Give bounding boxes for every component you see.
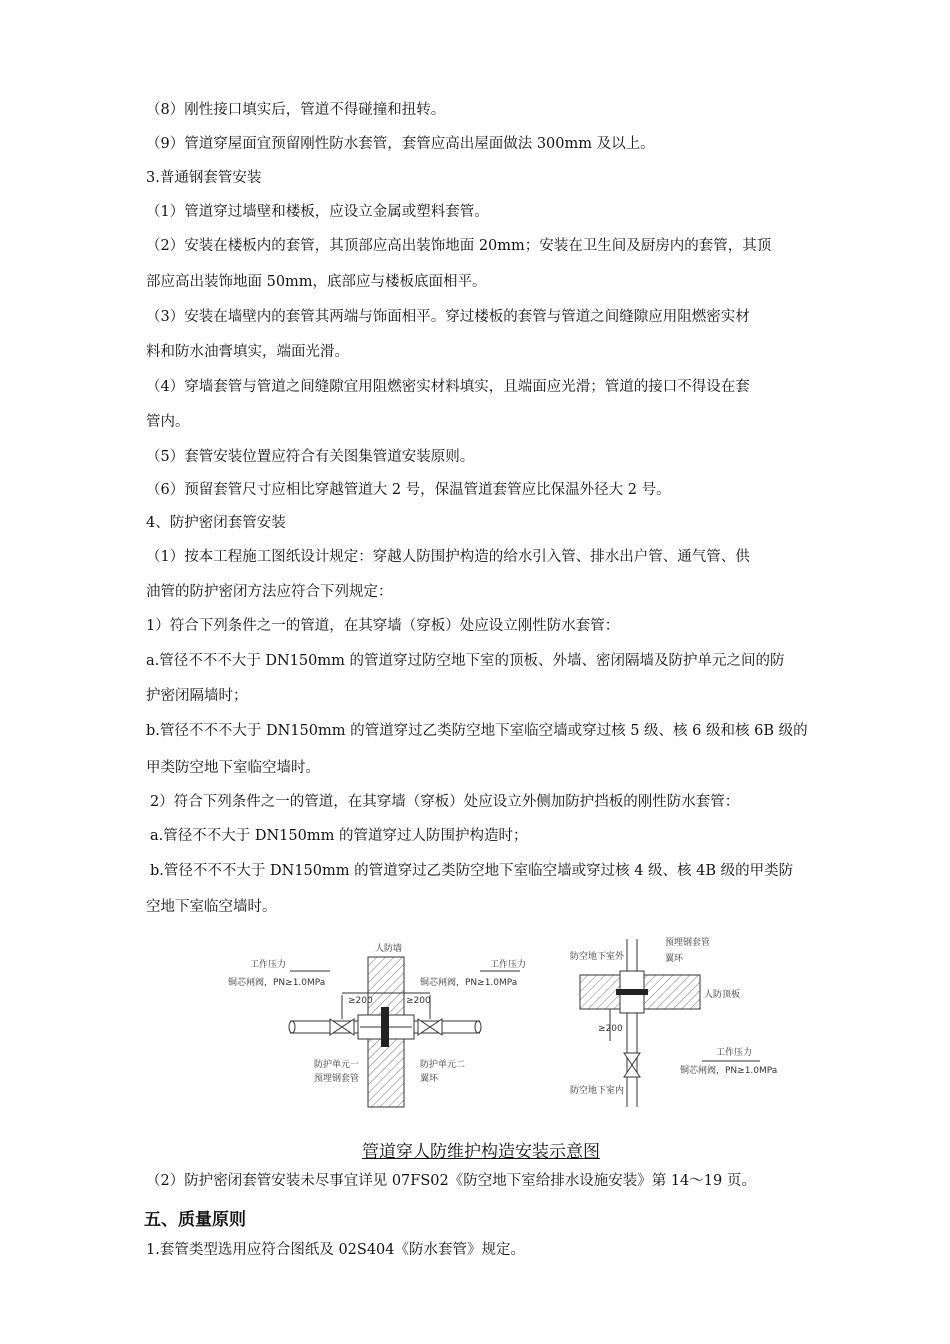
- paragraph-line: a.管径不不不大于 DN150mm 的管道穿过防空地下室的顶板、外墙、密闭隔墙及防护单元之间的防: [146, 653, 785, 669]
- sleeve-label: 预埋钢套管: [665, 938, 711, 948]
- paragraph-line: 部应高出装饰地面 50mm，底部应与楼板底面相平。: [146, 274, 487, 290]
- roof-label: 人防顶板: [704, 990, 741, 1000]
- figure-caption: 管道穿人防维护构造安装示意图: [362, 1142, 600, 1162]
- inside-label: 防空地下室内: [570, 1086, 625, 1096]
- paragraph-line: 油管的防护密闭方法应符合下列规定：: [146, 584, 393, 600]
- dimension-label: ≥200: [348, 996, 373, 1006]
- pressure-label-right: 工作压力: [490, 960, 527, 970]
- outside-label: 防空地下室外: [570, 952, 625, 962]
- ring-label: 翼环: [420, 1074, 439, 1084]
- gate-valve-icon: [624, 1065, 640, 1077]
- ring-label: 翼环: [665, 954, 684, 964]
- section-title: 3.普通钢套管安装: [146, 170, 262, 186]
- wing-ring: [616, 989, 648, 995]
- wall-penetration-diagram: [228, 942, 526, 1107]
- paragraph-line: 1.套管类型选用应符合图纸及 02S404《防水套管》规定。: [146, 1242, 526, 1258]
- unit-two-label: 防护单元二: [420, 1060, 466, 1070]
- paragraph-line: 2）符合下列条件之一的管道，在其穿墙（穿板）处应设立外侧加防护挡板的刚性防水套管：: [150, 794, 740, 810]
- paragraph-line: （2）安装在楼板内的套管，其顶部应高出装饰地面 20mm；安装在卫生间及厨房内的套管，其顶: [146, 238, 772, 254]
- pipe-end-left: [289, 1021, 295, 1033]
- sleeve-label: 预埋钢套管: [314, 1074, 360, 1084]
- pressure-label-left: 工作压力: [250, 960, 287, 970]
- slab-penetration-diagram: [570, 936, 777, 1107]
- paragraph-line: （8）刚性接口填实后，管道不得碰撞和扭转。: [146, 102, 446, 118]
- pressure-label: 工作压力: [716, 1048, 753, 1058]
- paragraph-line: （3）安装在墙壁内的套管其两端与饰面相平。穿过楼板的套管与管道之间缝隙应用阻燃密实材: [146, 309, 750, 325]
- paragraph-line: 料和防水油膏填实，端面光滑。: [146, 344, 349, 360]
- pipe-end-right: [475, 1021, 481, 1033]
- dimension-label: ≥200: [598, 1024, 623, 1034]
- paragraph-line: b.管径不不不大于 DN150mm 的管道穿过乙类防空地下室临空墙或穿过核 5 级、核 6 级和核 6B 级的: [146, 723, 808, 739]
- unit-one-label: 防护单元一: [314, 1060, 360, 1070]
- installation-diagram: [228, 935, 800, 1115]
- paragraph-line: （1）管道穿过墙壁和楼板，应设立金属或塑料套管。: [146, 204, 489, 220]
- gate-valve-icon: [624, 1053, 640, 1065]
- wing-ring: [381, 1007, 389, 1047]
- paragraph-line: 空地下室临空墙时。: [146, 899, 277, 915]
- paragraph-line: （4）穿墙套管与管道之间缝隙宜用阻燃密实材料填实，且端面应光滑；管道的接口不得设在套: [146, 379, 750, 395]
- paragraph-line: （2）防护密闭套管安装未尽事宜详见 07FS02《防空地下室给排水设施安装》第 14～19 页。: [146, 1173, 756, 1189]
- wall-label: 人防墙: [375, 944, 403, 954]
- paragraph-line: a.管径不不大于 DN150mm 的管道穿过人防围护构造时；: [150, 828, 528, 844]
- paragraph-line: （5）套管安装位置应符合有关图集管道安装原则。: [146, 449, 475, 465]
- section-heading: 五、质量原则: [144, 1210, 246, 1230]
- valve-label: 铜芯闸阀，PN≥1.0MPa: [680, 1066, 778, 1076]
- paragraph-line: 护密闭隔墙时；: [146, 688, 248, 704]
- valve-label-left: 铜芯闸阀，PN≥1.0MPa: [228, 978, 326, 988]
- paragraph-line: 1）符合下列条件之一的管道，在其穿墙（穿板）处应设立刚性防水套管：: [146, 618, 620, 634]
- dimension-label: ≥200: [406, 996, 431, 1006]
- paragraph-line: （9）管道穿屋面宜预留刚性防水套管，套管应高出屋面做法 300mm 及以上。: [146, 136, 655, 152]
- paragraph-line: b.管径不不不大于 DN150mm 的管道穿过乙类防空地下室临空墙或穿过核 4 级、核 4B 级的甲类防: [150, 863, 794, 879]
- paragraph-line: （6）预留套管尺寸应相比穿越管道大 2 号，保温管道套管应比保温外径大 2 号。: [146, 482, 671, 498]
- section-title: 4、防护密闭套管安装: [146, 515, 286, 531]
- valve-label-right: 铜芯闸阀，PN≥1.0MPa: [420, 978, 518, 988]
- paragraph-line: 甲类防空地下室临空墙时。: [146, 760, 320, 776]
- paragraph-line: （1）按本工程施工图纸设计规定：穿越人防围护构造的给水引入管、排水出户管、通气管、供: [146, 549, 750, 565]
- paragraph-line: 管内。: [146, 414, 190, 430]
